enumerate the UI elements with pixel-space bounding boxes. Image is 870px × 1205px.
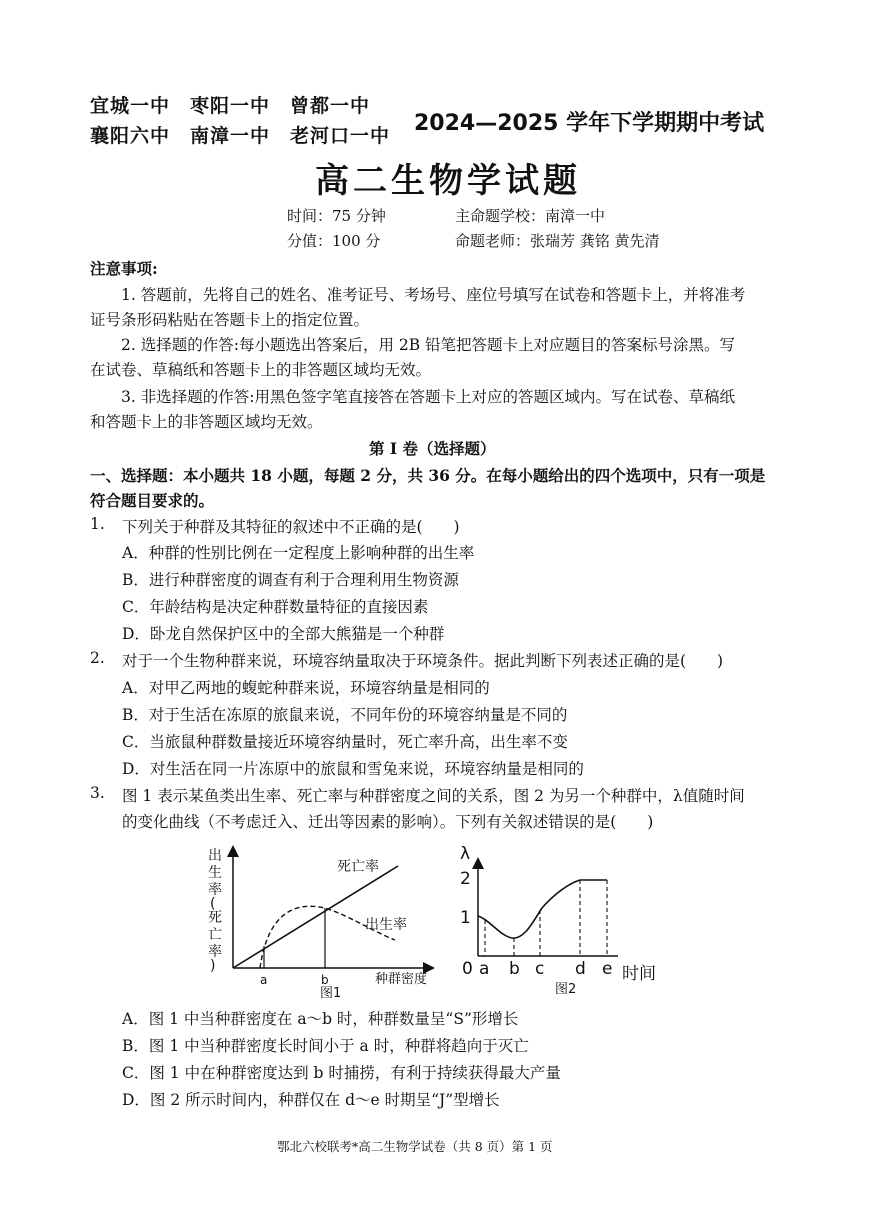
question-1-option-b: B．进行种群密度的调查有利于合理利用生物资源 xyxy=(122,571,459,589)
figure-1-y-label-0: 出 xyxy=(208,848,222,864)
question-1-option-c: C．年龄结构是决定种群数量特征的直接因素 xyxy=(122,598,429,616)
figure-1-y-label-4: 死 xyxy=(208,910,222,926)
figure-2-x-label: 时间 xyxy=(622,964,656,984)
question-2-number: 2. xyxy=(90,649,105,667)
question-3-option-a: A．图 1 中当种群密度在 a～b 时，种群数量呈“S”形增长 xyxy=(122,1010,519,1028)
section-title: 第 I 卷（选择题） xyxy=(369,439,496,458)
question-2-stem: 对于一个生物种群来说，环境容纳量取决于环境条件。据此判断下列表述正确的是( ) xyxy=(122,652,724,670)
exam-teachers: 命题老师：张瑞芳 龚铭 黄先清 xyxy=(455,232,660,250)
notice-item-1-line-2: 证号条形码粘贴在答题卡上的指定位置。 xyxy=(90,311,370,329)
figure-2-tick-e: e xyxy=(602,959,613,979)
page-title: 高二生物学试题 xyxy=(315,161,581,201)
question-3-stem-line-2: 的变化曲线（不考虑迁入、迁出等因素的影响）。下列有关叙述错误的是( ) xyxy=(122,813,654,831)
section-instructions-line-1: 一、选择题：本小题共 18 小题，每题 2 分，共 36 分。在每小题给出的四个选项中，只有一项是 xyxy=(90,466,766,485)
question-3-stem-line-1: 图 1 表示某鱼类出生率、死亡率与种群密度之间的关系，图 2 为另一个种群中，λ值随时间 xyxy=(122,787,745,805)
question-3-option-c: C．图 1 中在种群密度达到 b 时捕捞，有利于持续获得最大产量 xyxy=(122,1064,561,1082)
figure-2-y-label: λ xyxy=(460,844,471,864)
figure-1 xyxy=(200,838,445,1003)
figure-1-y-label-1: 生 xyxy=(208,865,222,881)
notice-item-3-line-2: 和答题卡上的非答题区域均无效。 xyxy=(90,413,323,431)
figure-2 xyxy=(450,838,680,1003)
figure-2-y-tick-1: 1 xyxy=(460,908,471,928)
notice-title: 注意事项: xyxy=(90,259,158,278)
question-3-number: 3. xyxy=(90,784,105,802)
exam-school: 主命题学校：南漳一中 xyxy=(455,207,606,225)
schools-row-1: 宜城一中 枣阳一中 曾都一中 xyxy=(90,95,371,117)
page-footer: 鄂北六校联考*高二生物学试卷（共 8 页）第 1 页 xyxy=(277,1139,553,1154)
question-2-option-a: A．对甲乙两地的蝮蛇种群来说，环境容纳量是相同的 xyxy=(122,679,490,697)
question-2-option-b: B．对于生活在冻原的旅鼠来说，不同年份的环境容纳量是不同的 xyxy=(122,706,568,724)
exam-title: 2024—2025 学年下学期期中考试 xyxy=(414,111,765,136)
figure-1-y-label-6: 率 xyxy=(208,944,222,960)
figure-1-caption: 图1 xyxy=(320,986,342,1001)
figure-2-tick-c: c xyxy=(535,959,545,979)
figure-2-caption: 图2 xyxy=(555,982,577,997)
figure-2-y-tick-2: 2 xyxy=(460,869,471,889)
schools-row-2: 襄阳六中 南漳一中 老河口一中 xyxy=(90,125,391,147)
figure-1-birth-label: 出生率 xyxy=(365,917,407,933)
figure-1-death-label: 死亡率 xyxy=(337,859,379,875)
section-instructions-line-2: 符合题目要求的。 xyxy=(90,491,215,510)
figure-1-birth-rate-curve xyxy=(260,906,395,968)
figure-1-y-label-3: ( xyxy=(210,896,216,912)
question-3-option-d: D．图 2 所示时间内，种群仅在 d～e 时期呈“J”型增长 xyxy=(122,1091,500,1109)
question-1-stem: 下列关于种群及其特征的叙述中不正确的是( ) xyxy=(122,518,460,536)
exam-score: 分值：100 分 xyxy=(287,232,381,250)
figure-1-x-label: 种群密度 xyxy=(375,972,428,987)
figure-2-tick-d: d xyxy=(575,959,586,979)
notice-item-2-line-1: 2. 选择题的作答:每小题选出答案后，用 2B 铅笔把答题卡上对应题目的答案标号涂黑。写 xyxy=(121,336,736,354)
figure-2-lambda-curve xyxy=(478,880,607,938)
notice-item-3-line-1: 3. 非选择题的作答:用黑色签字笔直接答在答题卡上对应的答题区域内。写在试卷、草稿纸 xyxy=(121,388,735,406)
notice-item-1-line-1: 1. 答题前，先将自己的姓名、准考证号、考场号、座位号填写在试卷和答题卡上，并将准考 xyxy=(121,286,746,304)
question-3-option-b: B．图 1 中当种群密度长时间小于 a 时，种群将趋向于灭亡 xyxy=(122,1037,529,1055)
figure-1-y-label-2: 率 xyxy=(208,882,222,898)
question-1-option-a: A．种群的性别比例在一定程度上影响种群的出生率 xyxy=(122,544,475,562)
notice-item-2-line-2: 在试卷、草稿纸和答题卡上的非答题区域均无效。 xyxy=(90,361,432,379)
question-2-option-d: D．对生活在同一片冻原中的旅鼠和雪兔来说，环境容纳量是相同的 xyxy=(122,760,584,778)
question-1-option-d: D．卧龙自然保护区中的全部大熊猫是一个种群 xyxy=(122,625,445,643)
figure-1-y-label-7: ) xyxy=(210,958,216,974)
figure-2-tick-b: b xyxy=(509,959,520,979)
exam-time: 时间：75 分钟 xyxy=(287,207,386,225)
figure-1-tick-a: a xyxy=(260,973,268,987)
figure-2-tick-a: a xyxy=(479,959,490,979)
figure-1-y-label-5: 亡 xyxy=(208,927,222,943)
question-1-number: 1. xyxy=(90,515,105,533)
figure-2-origin: 0 xyxy=(462,959,473,979)
figure-1-tick-b: b xyxy=(321,973,329,987)
question-2-option-c: C．当旅鼠种群数量接近环境容纳量时，死亡率升高，出生率不变 xyxy=(122,733,568,751)
